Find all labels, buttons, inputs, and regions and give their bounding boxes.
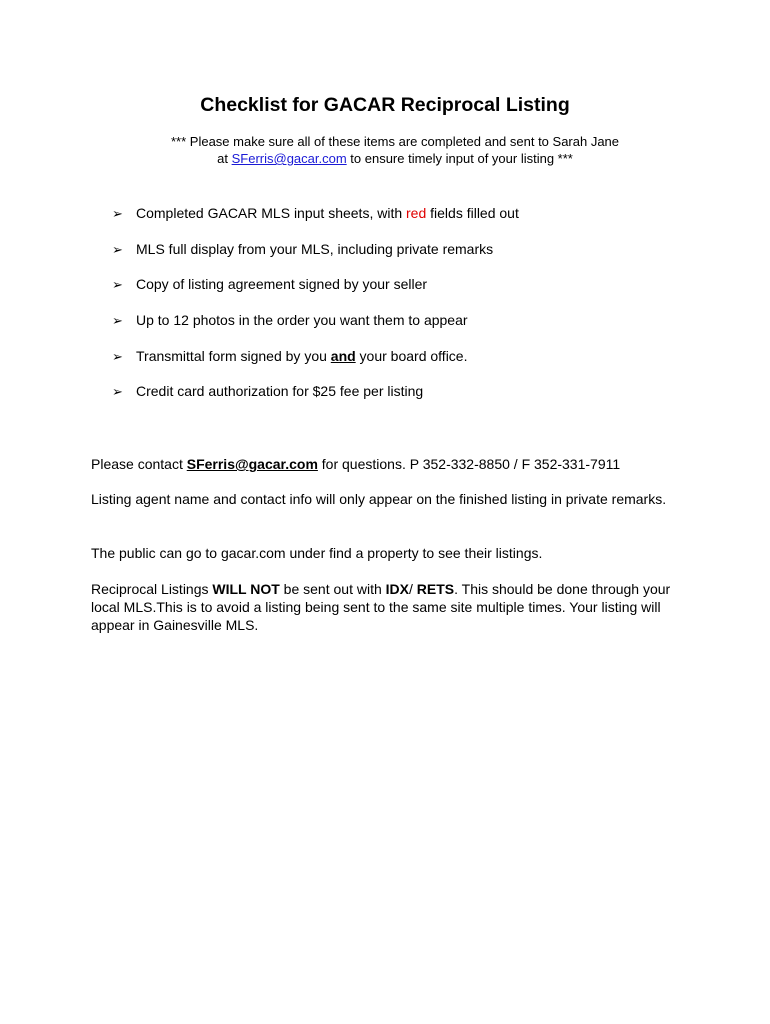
item-text-emphasis: and (330, 347, 356, 364)
reciprocal-rets: RETS (416, 581, 455, 597)
item-text: Up to 12 photos in the order you want them to appear (136, 312, 468, 329)
checklist-item (112, 381, 519, 417)
item-text-pre: Completed GACAR MLS input sheets, with (136, 205, 407, 221)
item-text-post: fields filled out (426, 205, 519, 221)
intro-line-2-suffix: to ensure timely input of your listing *** (346, 151, 573, 166)
agent-note-paragraph: Listing agent name and contact info will only appear on the finished listing in private remarks. (91, 491, 667, 507)
reciprocal-paragraph (91, 580, 671, 634)
arrow-bullet-icon: ➢ (112, 384, 123, 400)
reciprocal-will-not: WILL NOT (212, 581, 280, 597)
checklist (112, 203, 519, 417)
arrow-bullet-icon: ➢ (112, 277, 123, 293)
contact-prefix: Please contact (91, 456, 187, 472)
reciprocal-mid: be sent out with (279, 581, 386, 597)
checklist-item (112, 346, 519, 382)
checklist-item (112, 310, 519, 346)
checklist-item (112, 274, 519, 310)
item-text: MLS full display from your MLS, including private remarks (136, 240, 494, 257)
arrow-bullet-icon: ➢ (112, 348, 123, 364)
intro-line-1: *** Please make sure all of these items are completed and sent to Sarah Jane (170, 134, 620, 149)
item-text-post: your board office. (355, 347, 468, 364)
item-text-red: red (406, 205, 427, 221)
contact-suffix: for questions. P 352-332-8850 / F 352-331-7911 (317, 456, 621, 472)
arrow-bullet-icon: ➢ (112, 313, 123, 329)
contact-paragraph (91, 455, 691, 473)
public-note-paragraph: The public can go to gacar.com under find a property to see their listings. (91, 545, 543, 561)
arrow-bullet-icon: ➢ (112, 206, 123, 221)
item-text-pre: Transmittal form signed by you (136, 347, 331, 364)
checklist-item (112, 239, 519, 275)
arrow-bullet-icon: ➢ (112, 241, 123, 257)
contact-email-link[interactable]: SFerris@gacar.com (186, 456, 318, 472)
intro-line-2 (0, 150, 770, 167)
reciprocal-idx: IDX (385, 581, 409, 597)
intro-notice (0, 133, 770, 167)
item-text: Copy of listing agreement signed by your seller (136, 276, 428, 293)
item-text: Credit card authorization for $25 fee per listing (136, 383, 424, 400)
intro-line-2-prefix: at (217, 151, 232, 166)
page-title: Checklist for GACAR Reciprocal Listing (200, 94, 570, 116)
checklist-item (112, 203, 519, 239)
reciprocal-slash: / (408, 581, 417, 597)
reciprocal-suffix: . This should be done through your local MLS.This is to avoid a listing being sent to the same site multiple times. Your listing will appear in Gainesville MLS. (91, 581, 671, 633)
reciprocal-prefix: Reciprocal Listings (91, 581, 213, 597)
email-link[interactable]: SFerris@gacar.com (231, 151, 347, 166)
